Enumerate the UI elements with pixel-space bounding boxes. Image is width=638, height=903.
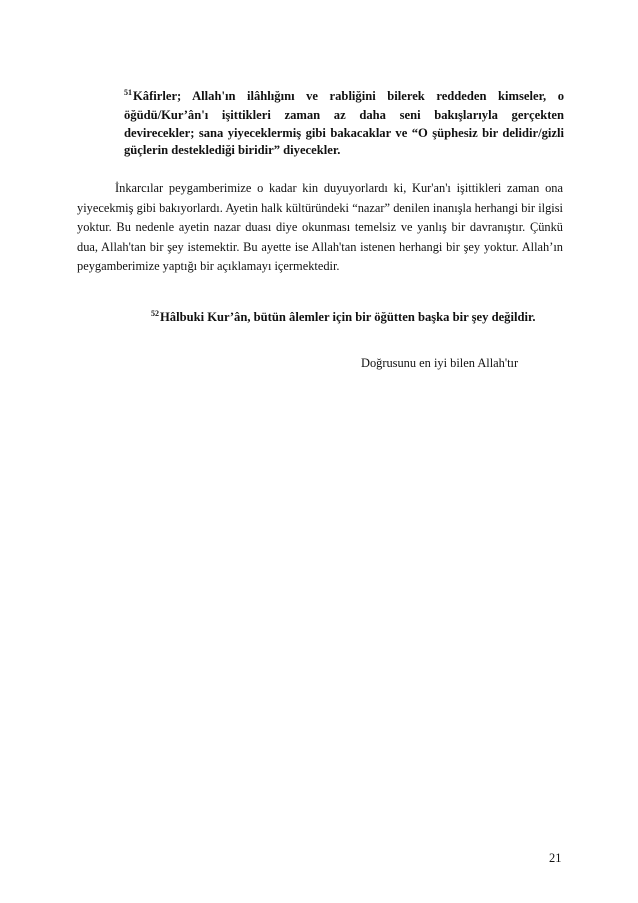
verse-52 bbox=[151, 309, 571, 328]
commentary-paragraph: İnkarcılar peygamberimize o kadar kin duyuyorlardı ki, Kur'an'ı işittikleri zaman ona yiyecekmiş gibi bakıyorlardı. Ayetin halk kültüründeki “nazar” denilen inanışla herhangi bir ilgisi yoktur. Bu nedenle ayetin nazar duası diye okunması temelsiz ve yanlış bir davranıştır. Çünkü dua, Allah'tan bir şey istemektir. Bu ayette ise Allah'tan istenen herhangi bir şey yoktur. Allah’ın peygamberimize yaptığı bir açıklamayı içermektedir. bbox=[77, 181, 563, 274]
verse-text: Hâlbuki Kur’ân, bütün âlemler için bir öğütten başka bir şey değildir. bbox=[160, 310, 536, 324]
page-number: 21 bbox=[549, 851, 562, 865]
verse-51 bbox=[124, 88, 564, 160]
verse-number: 52 bbox=[151, 309, 159, 318]
closing-line: Doğrusunu en iyi bilen Allah'tır bbox=[361, 356, 519, 370]
verse-number: 51 bbox=[124, 88, 132, 97]
verse-text: Kâfirler; Allah'ın ilâhlığını ve rabliğini bilerek reddeden kimseler, o öğüdü/Kur’ân'ı işittikleri zaman az daha seni bakışlarıyla gerçekten devirecekler; sana yiyeceklermiş gibi bakacaklar ve “O şüphesiz bir delidir/gizli güçlerin desteklediği biridir” diyecekler. bbox=[124, 89, 564, 158]
